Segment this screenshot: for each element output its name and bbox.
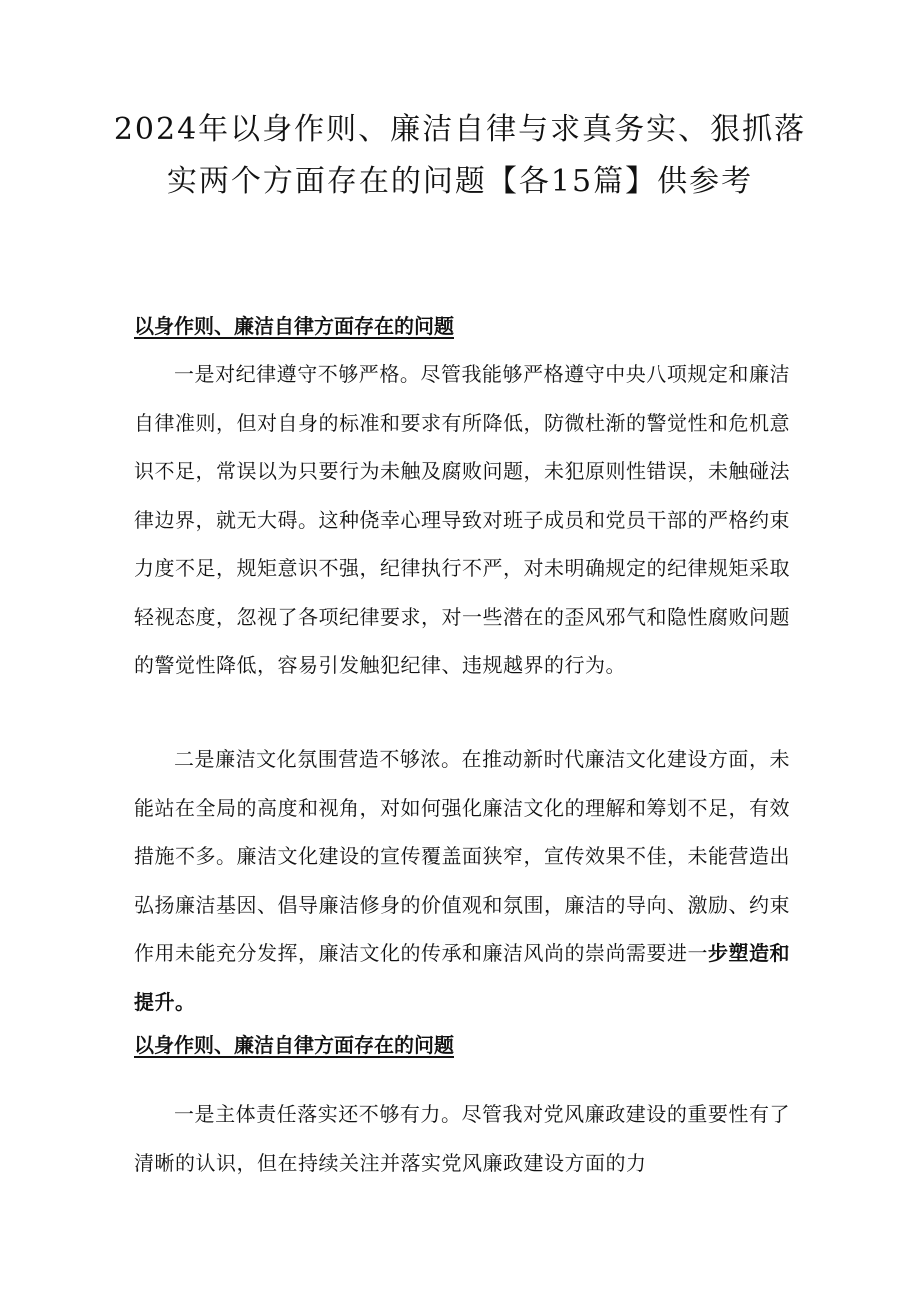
document-title: 2024年以身作则、廉洁自律与求真务实、狠抓落实两个方面存在的问题【各15篇】供参考	[113, 112, 807, 199]
section-1-paragraph-2	[134, 735, 790, 1026]
section-heading-1: 以身作则、廉洁自律方面存在的问题	[134, 314, 454, 338]
section-2-paragraph-1: 一是主体责任落实还不够有力。尽管我对党风廉政建设的重要性有了清晰的认识，但在持续关注并落实党风廉政建设方面的力	[134, 1102, 790, 1175]
paragraph-2-bold-tail: 步塑造和提升。	[134, 941, 790, 1014]
section-heading-2: 以身作则、廉洁自律方面存在的问题	[134, 1033, 454, 1057]
paragraph-2-body: 二是廉洁文化氛围营造不够浓。在推动新时代廉洁文化建设方面，未能站在全局的高度和视角，对如何强化廉洁文化的理解和筹划不足，有效措施不多。廉洁文化建设的宣传覆盖面狭窄，宣传效果不佳，未能营造出弘扬廉洁基因、倡导廉洁修身的价值观和氛围，廉洁的导向、激励、约束作用未能充分发挥，廉洁文化的传承和廉洁风尚的崇尚需要进一	[134, 747, 790, 965]
section-1-paragraph-1: 一是对纪律遵守不够严格。尽管我能够严格遵守中央八项规定和廉洁自律准则，但对自身的标准和要求有所降低，防微杜渐的警觉性和危机意识不足，常误以为只要行为未触及腐败问题，未犯原则性错误，未触碰法律边界，就无大碍。这种侥幸心理导致对班子成员和党员干部的严格约束力度不足，规矩意识不强，纪律执行不严，对未明确规定的纪律规矩采取轻视态度，忽视了各项纪律要求，对一些潜在的歪风邪气和隐性腐败问题的警觉性降低，容易引发触犯纪律、违规越界的行为。	[134, 362, 790, 677]
